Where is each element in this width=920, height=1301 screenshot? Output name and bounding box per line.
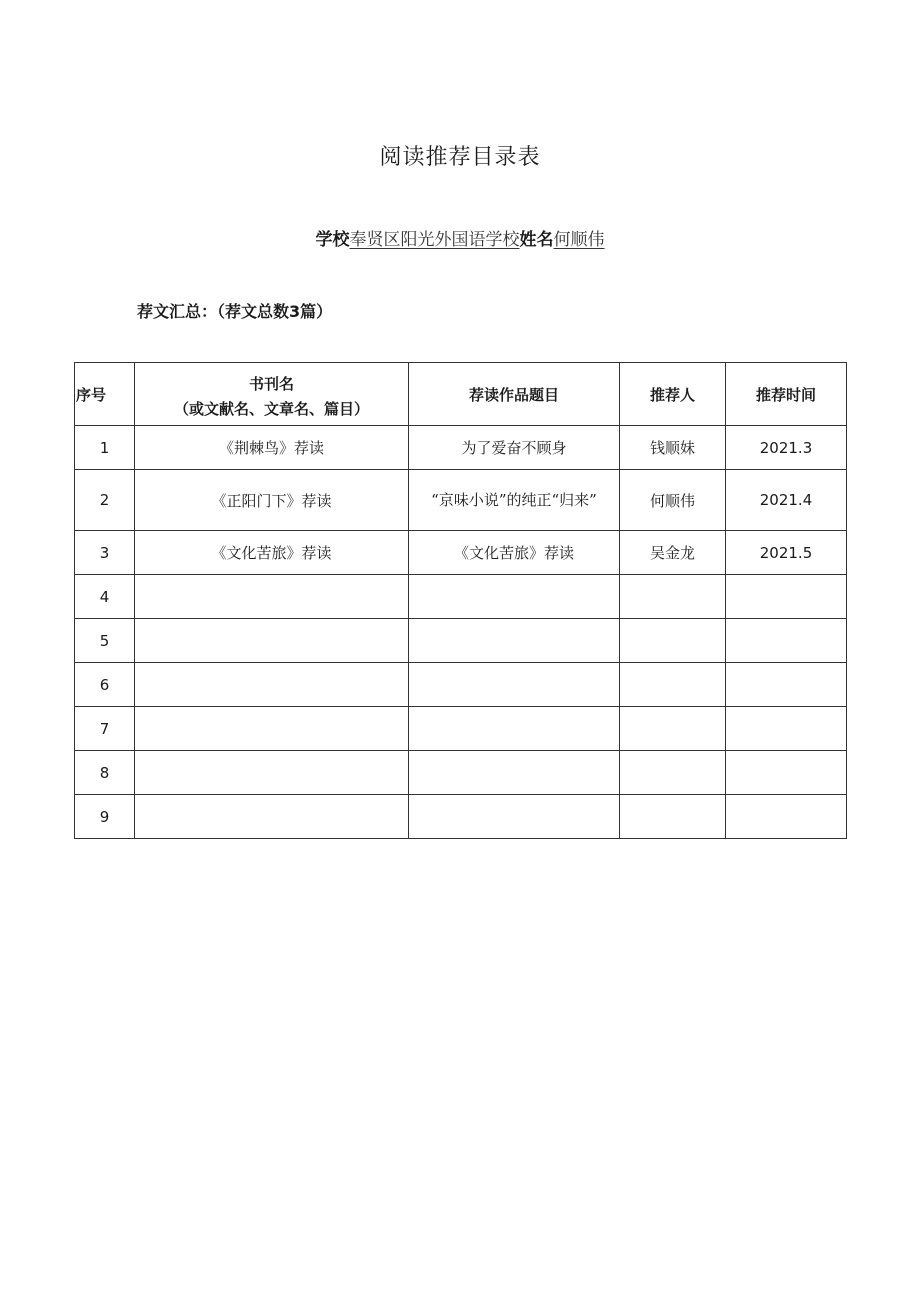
row-book: 《正阳门下》荐读	[135, 470, 409, 531]
row-no: 1	[75, 426, 135, 470]
row-book	[135, 751, 409, 795]
header-recommender: 推荐人	[620, 363, 726, 426]
row-recommender	[620, 619, 726, 663]
row-book	[135, 795, 409, 839]
row-work	[409, 619, 620, 663]
row-time	[726, 751, 847, 795]
row-no: 3	[75, 531, 135, 575]
table-row	[75, 707, 847, 751]
row-no: 6	[75, 663, 135, 707]
row-book	[135, 707, 409, 751]
school-name-line	[0, 225, 920, 250]
row-no: 8	[75, 751, 135, 795]
table-row	[75, 426, 847, 470]
row-work: “京味小说”的纯正“归来”	[409, 470, 620, 531]
name-value: 何顺伟	[553, 230, 605, 250]
table-row	[75, 751, 847, 795]
header-time: 推荐时间	[726, 363, 847, 426]
row-work	[409, 751, 620, 795]
name-label: 姓名	[519, 230, 554, 250]
row-recommender: 钱顺妹	[620, 426, 726, 470]
row-time	[726, 619, 847, 663]
header-work: 荐读作品题目	[409, 363, 620, 426]
row-work	[409, 795, 620, 839]
row-time: 2021.5	[726, 531, 847, 575]
row-work	[409, 575, 620, 619]
row-no: 2	[75, 470, 135, 531]
reading-catalog-table	[74, 362, 847, 839]
row-work	[409, 707, 620, 751]
table-row	[75, 663, 847, 707]
row-time	[726, 575, 847, 619]
header-book	[135, 363, 409, 426]
page-title: 阅读推荐目录表	[379, 145, 541, 170]
header-book-line2: （或文献名、文章名、篇目）	[173, 400, 369, 418]
row-recommender: 何顺伟	[620, 470, 726, 531]
row-recommender	[620, 707, 726, 751]
row-time: 2021.3	[726, 426, 847, 470]
row-time	[726, 707, 847, 751]
table-row	[75, 619, 847, 663]
school-value: 奉贤区阳光外国语学校	[349, 230, 520, 250]
row-book	[135, 619, 409, 663]
row-work: 《文化苦旅》荐读	[409, 531, 620, 575]
row-work	[409, 663, 620, 707]
row-recommender	[620, 575, 726, 619]
row-recommender: 吴金龙	[620, 531, 726, 575]
row-book	[135, 575, 409, 619]
table-row	[75, 795, 847, 839]
row-time	[726, 795, 847, 839]
row-time	[726, 663, 847, 707]
summary-line: 荐文汇总：（荐文总数3篇）	[137, 302, 333, 321]
table-row	[75, 531, 847, 575]
header-book-line1: 书刊名	[248, 375, 294, 393]
row-no: 9	[75, 795, 135, 839]
row-recommender	[620, 751, 726, 795]
table-row	[75, 575, 847, 619]
row-work: 为了爱奋不顾身	[409, 426, 620, 470]
table-header-row	[75, 363, 847, 426]
row-recommender	[620, 795, 726, 839]
row-no: 4	[75, 575, 135, 619]
row-no: 5	[75, 619, 135, 663]
table-row	[75, 470, 847, 531]
row-time: 2021.4	[726, 470, 847, 531]
school-label: 学校	[315, 230, 350, 250]
row-book: 《荆棘鸟》荐读	[135, 426, 409, 470]
row-book: 《文化苦旅》荐读	[135, 531, 409, 575]
row-no: 7	[75, 707, 135, 751]
row-recommender	[620, 663, 726, 707]
row-book	[135, 663, 409, 707]
header-no: 序号	[75, 363, 135, 426]
